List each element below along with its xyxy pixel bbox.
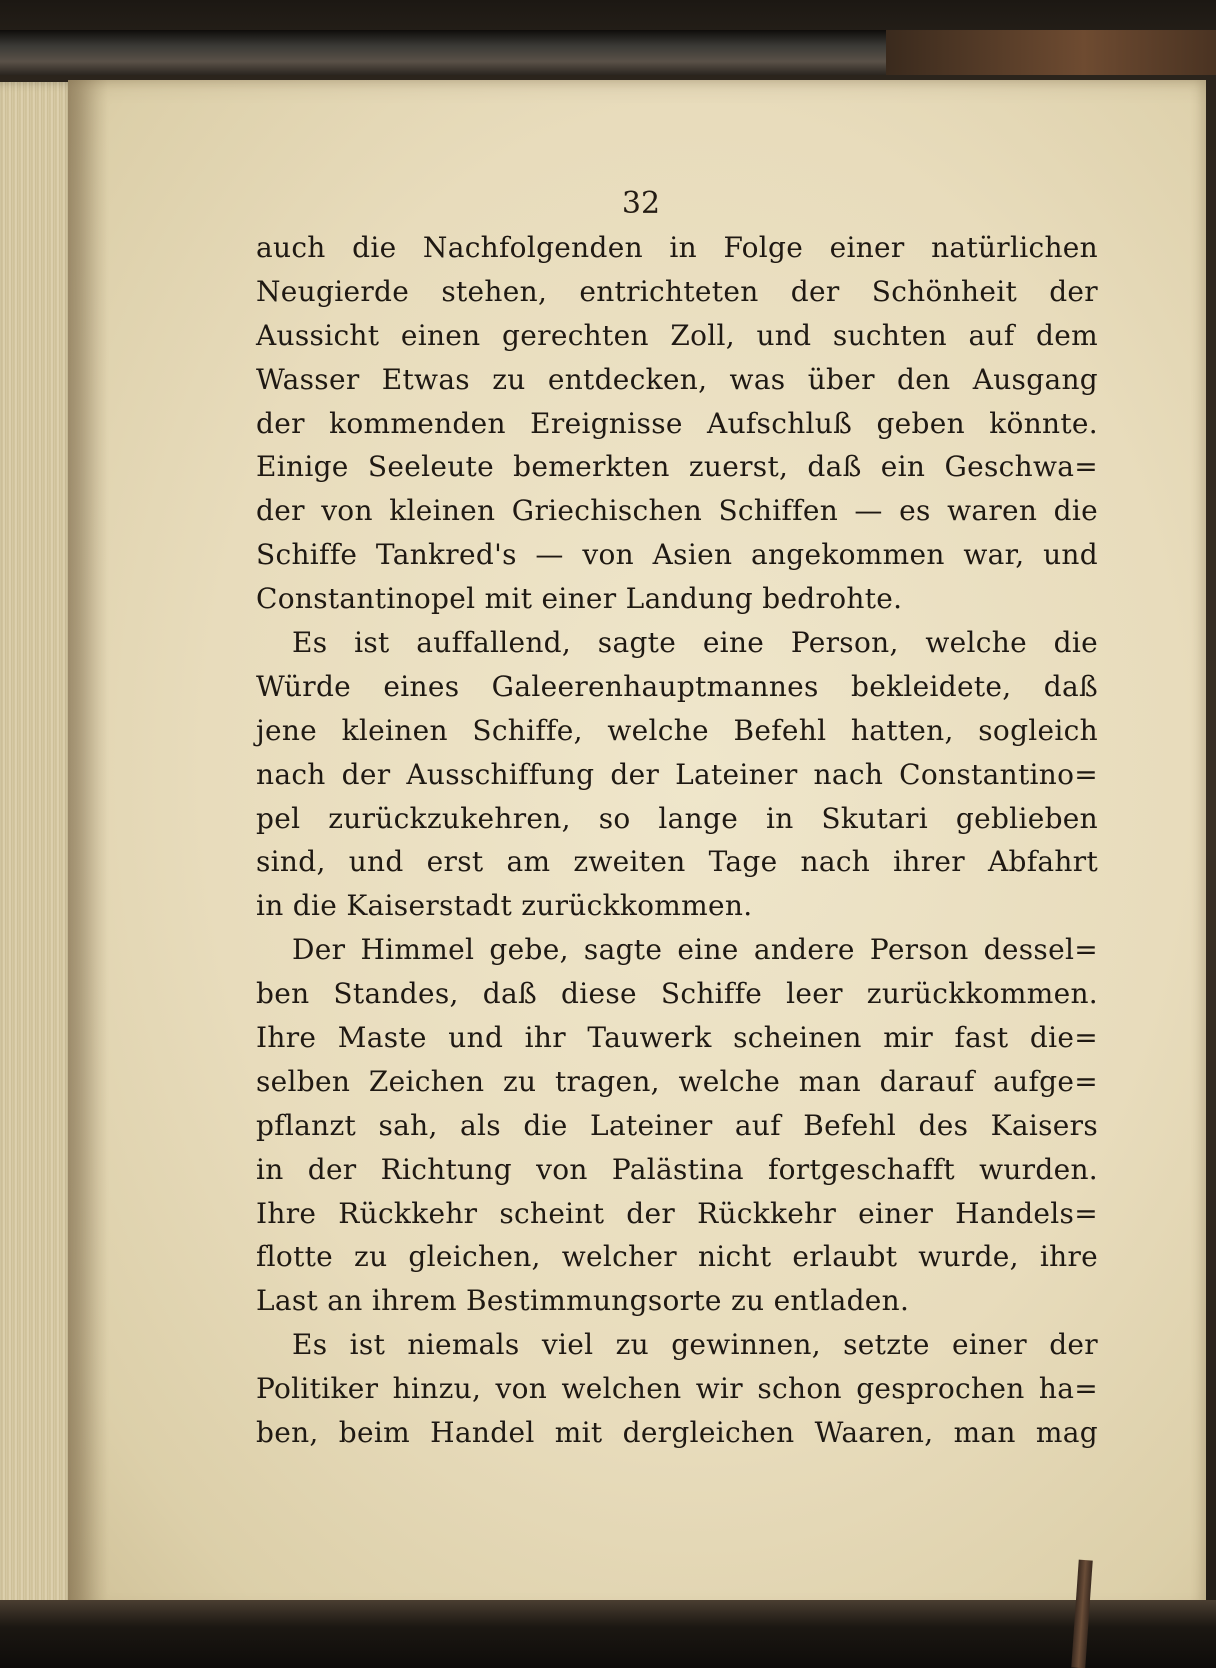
text-line: selben Zeichen zu tragen, welche man darauf aufge=: [256, 1064, 1098, 1098]
page-number: 32: [621, 186, 661, 221]
text-line: in die Kaiserstadt zurückkommen.: [256, 889, 753, 923]
text-line: Würde eines Galeerenhauptmannes bekleidete, daß: [256, 669, 1098, 703]
text-line: der kommenden Ereignisse Aufschluß geben könnte.: [256, 406, 1098, 440]
text-line: Einige Seeleute bemerkten zuerst, daß ein Geschwa=: [256, 450, 1098, 484]
text-line: nach der Ausschiffung der Lateiner nach Constantino=: [256, 757, 1098, 791]
text-line: in der Richtung von Palästina fortgeschafft wurden.: [256, 1152, 1098, 1186]
paragraph-1: [256, 226, 1098, 621]
text-line: pel zurückzukehren, so lange in Skutari geblieben: [256, 801, 1098, 835]
text-line: Neugierde stehen, entrichteten der Schönheit der: [256, 274, 1098, 308]
text-line: sind, und erst am zweiten Tage nach ihrer Abfahrt: [256, 845, 1098, 879]
page-stack-edge: [0, 82, 78, 1612]
text-line: Constantinopel mit einer Landung bedrohte.: [256, 582, 903, 616]
text-line: ben Standes, daß diese Schiffe leer zurückkommen.: [256, 977, 1098, 1011]
text-line: Last an ihrem Bestimmungsorte zu entladen.: [256, 1284, 910, 1318]
text-line: Ihre Maste und ihr Tauwerk scheinen mir fast die=: [256, 1021, 1098, 1055]
paragraph-3: [256, 928, 1098, 1323]
paragraph-2: [256, 621, 1098, 928]
text-line: Politiker hinzu, von welchen wir schon gesprochen ha=: [256, 1372, 1098, 1406]
text-line: Aussicht einen gerechten Zoll, und suchten auf dem: [256, 318, 1098, 352]
leather-binding-strip: [886, 30, 1216, 75]
book-cover-top-edge: [0, 30, 1216, 75]
text-line: Es ist auffallend, sagte eine Person, welche die: [292, 626, 1098, 660]
text-line: Wasser Etwas zu entdecken, was über den Ausgang: [256, 362, 1098, 396]
text-line: Der Himmel gebe, sagte eine andere Person dessel=: [292, 933, 1098, 967]
text-line: flotte zu gleichen, welcher nicht erlaubt wurde, ihre: [256, 1240, 1098, 1274]
text-line: jene kleinen Schiffe, welche Befehl hatten, sogleich: [256, 713, 1098, 747]
text-line: Ihre Rückkehr scheint der Rückkehr einer Handels=: [256, 1196, 1098, 1230]
book-bottom-edge: [0, 1600, 1216, 1668]
text-line: Schiffe Tankred's — von Asien angekommen war, und: [256, 538, 1098, 572]
page-gutter-shadow: [68, 80, 108, 1616]
text-line: ben, beim Handel mit dergleichen Waaren, man mag: [256, 1416, 1098, 1450]
text-line: pflanzt sah, als die Lateiner auf Befehl des Kaisers: [256, 1108, 1098, 1142]
text-line: Es ist niemals viel zu gewinnen, setzte einer der: [292, 1328, 1098, 1362]
text-line: der von kleinen Griechischen Schiffen — es waren die: [256, 494, 1098, 528]
page-body-text: [256, 226, 1098, 1455]
paragraph-4: [256, 1323, 1098, 1455]
text-line: auch die Nachfolgenden in Folge einer natürlichen: [256, 231, 1098, 264]
